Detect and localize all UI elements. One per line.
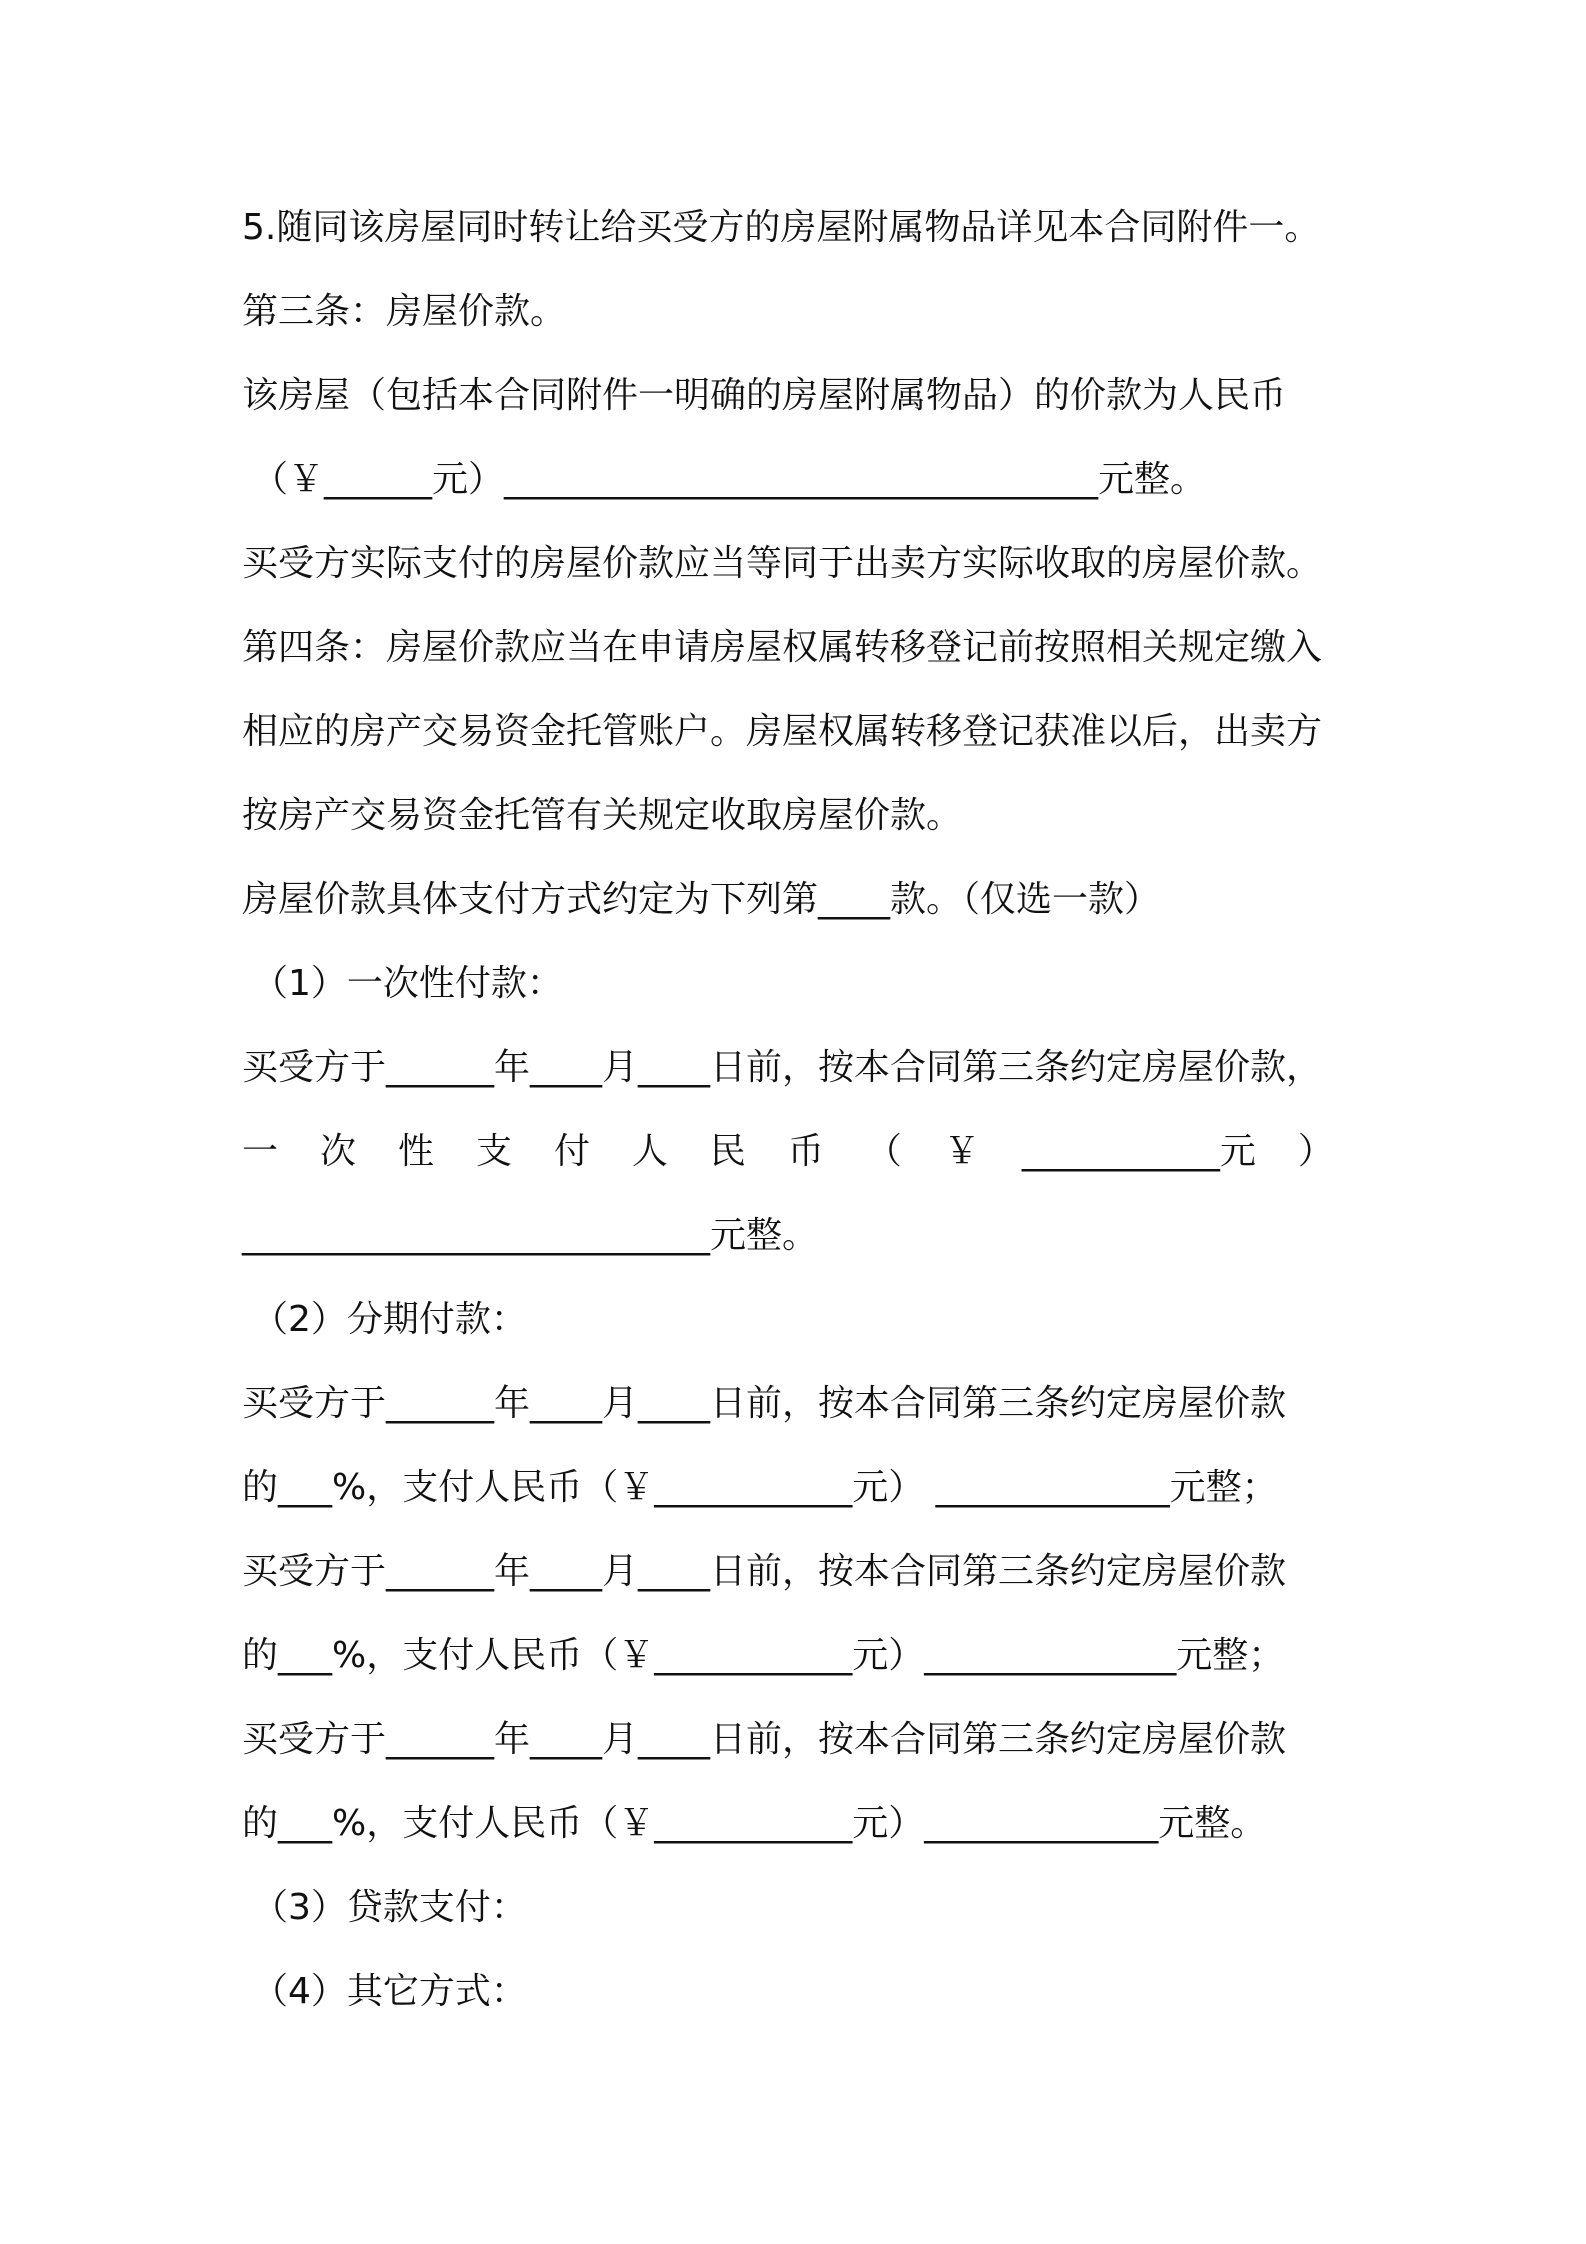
price-paragraph-line-1: 该房屋（包括本合同附件一明确的房屋附属物品）的价款为人民币 xyxy=(242,375,1287,416)
spaced-char-4: 支 xyxy=(475,1131,512,1172)
option-4-heading: （4）其它方式： xyxy=(252,1971,527,2012)
spaced-char-1: 一 xyxy=(242,1131,279,1172)
spaced-char-3: 性 xyxy=(397,1131,434,1172)
lump-sum-rmb-spaced-line xyxy=(242,1122,1334,1182)
lump-sum-date-line: 买受方于______年____月____日前，按本合同第三条约定房屋价款， xyxy=(242,1047,1323,1088)
article-4-line-2: 相应的房产交易资金托管账户。房屋权属转移登记获准以后，出卖方 xyxy=(242,711,1323,752)
spaced-char-2: 次 xyxy=(319,1131,356,1172)
spaced-char-7: 民 xyxy=(709,1131,746,1172)
article-4-line-3: 按房产交易资金托管有关规定收取房屋价款。 xyxy=(242,795,963,836)
installment-2-date-line: 买受方于______年____月____日前，按本合同第三条约定房屋价款 xyxy=(242,1551,1287,1592)
actual-payment-text: 买受方实际支付的房屋价款应当等同于出卖方实际收取的房屋价款。 xyxy=(242,543,1323,584)
installment-3-amount-line: 的___%，支付人民币（￥___________元）_____________元整。 xyxy=(242,1803,1267,1844)
spaced-char-6: 人 xyxy=(631,1131,668,1172)
payment-method-choice-line: 房屋价款具体支付方式约定为下列第____款。（仅选一款） xyxy=(242,879,1161,920)
spaced-char-5: 付 xyxy=(553,1131,590,1172)
option-3-heading: （3）贷款支付： xyxy=(252,1887,527,1928)
spaced-amount-blank: ___________元 xyxy=(1021,1131,1256,1172)
lump-sum-total-line: __________________________元整。 xyxy=(242,1215,819,1256)
spaced-char-8: 币 xyxy=(787,1131,824,1172)
clause-5-attachment-text: 5.随同该房屋同时转让给买受方的房屋附属物品详见本合同附件一。 xyxy=(242,207,1321,248)
installment-3-date-line: 买受方于______年____月____日前，按本合同第三条约定房屋价款 xyxy=(242,1719,1287,1760)
spaced-yen-sign: ￥ xyxy=(943,1131,980,1172)
option-2-heading: （2）分期付款： xyxy=(252,1299,527,1340)
installment-2-amount-line: 的___%，支付人民币（￥___________元）______________元整； xyxy=(242,1635,1285,1676)
spaced-close-paren: ） xyxy=(1297,1131,1334,1172)
article-3-heading: 第三条：房屋价款。 xyxy=(242,291,567,332)
article-4-line-1: 第四条：房屋价款应当在申请房屋权属转移登记前按照相关规定缴入 xyxy=(242,627,1323,668)
installment-1-amount-line: 的___%，支付人民币（￥___________元） _____________元整； xyxy=(242,1467,1278,1508)
spaced-open-paren: （ xyxy=(865,1131,902,1172)
installment-1-date-line: 买受方于______年____月____日前，按本合同第三条约定房屋价款 xyxy=(242,1383,1287,1424)
price-amount-blank-line: （￥______元）_________________________________元整。 xyxy=(252,459,1207,500)
option-1-heading: （1）一次性付款： xyxy=(252,963,563,1004)
